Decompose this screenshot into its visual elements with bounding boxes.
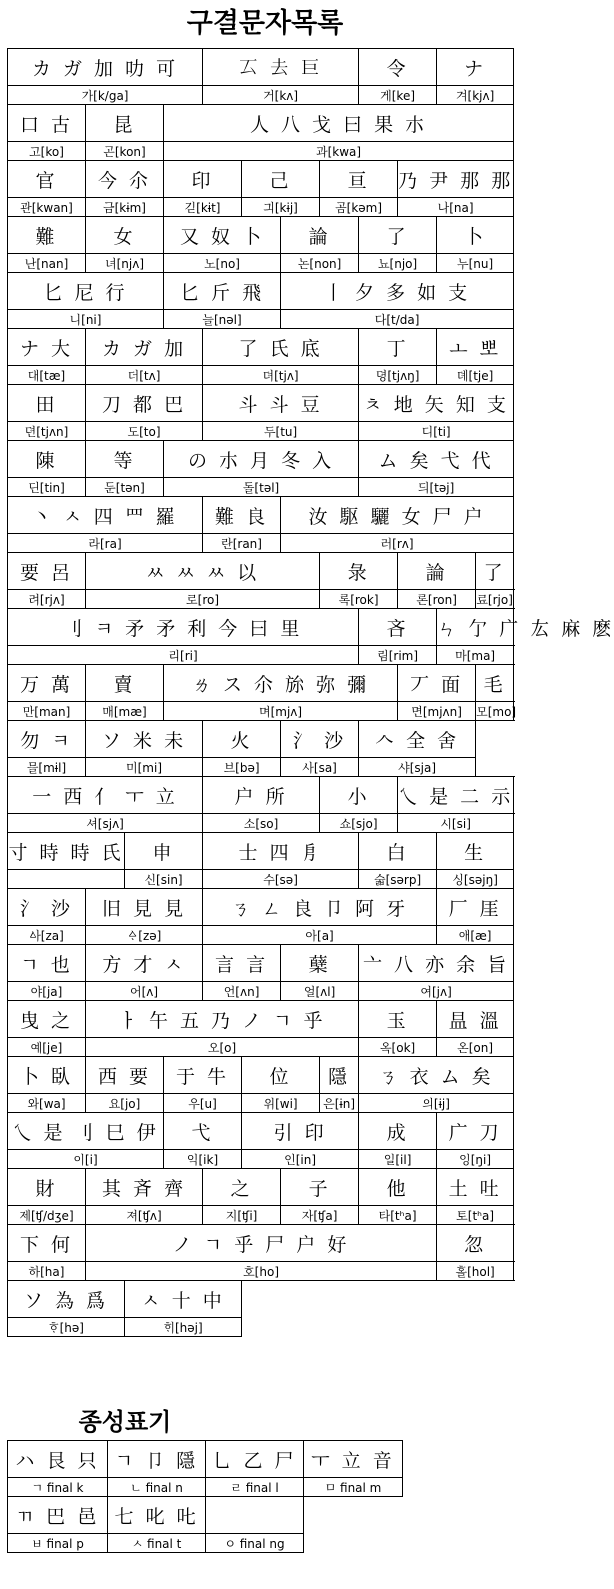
final-table-body: [8, 1441, 403, 1553]
reading-cell: 얼[ʌl]: [281, 982, 359, 1001]
glyph-cell: 丆 面: [398, 665, 476, 702]
glyph-cell: 其 斉 齊: [86, 1169, 203, 1206]
reading-cell: 거[kʌ]: [203, 86, 359, 105]
glyph-row: [8, 777, 514, 814]
glyph-row: [8, 497, 514, 534]
gugyeol-character-table: [7, 48, 614, 1337]
reading-cell: 뎨[tje]: [437, 366, 514, 385]
final-glyph-cell: ㄱ 卩 隱: [108, 1441, 206, 1478]
glyph-cell: ㅊ 地 矢 知 支: [359, 385, 514, 422]
glyph-cell: 万 萬: [8, 665, 86, 702]
reading-cell: ᅀᆞ[zə]: [86, 926, 203, 945]
glyph-cell: ソ 為 爲: [8, 1281, 125, 1318]
reading-cell: 제[ʧ/dʒe]: [8, 1206, 86, 1225]
reading-cell: 와[wa]: [8, 1094, 86, 1113]
reading-row: [8, 142, 514, 161]
reading-cell: 타[tʰa]: [359, 1206, 437, 1225]
glyph-cell: 了: [476, 553, 514, 590]
reading-cell: 림[rim]: [359, 646, 437, 665]
reading-cell: 뇨[njo]: [359, 254, 437, 273]
glyph-row: [8, 1169, 514, 1206]
glyph-cell: 𠫔 去 巨: [203, 49, 359, 86]
reading-cell: 논[non]: [281, 254, 359, 273]
reading-cell: 나[na]: [398, 198, 514, 217]
reading-cell: 고[ko]: [8, 142, 86, 161]
glyph-cell: 己: [242, 161, 320, 198]
reading-cell: 은[ɨn]: [320, 1094, 359, 1113]
glyph-cell: 旧 見 見: [86, 889, 203, 926]
reading-cell: 려[rjʌ]: [8, 590, 86, 609]
glyph-row: [8, 105, 514, 142]
reading-cell: 모[mo]: [476, 702, 514, 721]
reading-cell: 호[ho]: [86, 1262, 437, 1281]
glyph-cell: ㄣ 亇 广 厷 麻 麽: [437, 609, 514, 646]
reading-cell: 오[o]: [86, 1038, 359, 1057]
reading-cell: [8, 870, 125, 889]
glyph-row: [8, 1281, 514, 1318]
glyph-cell: 財: [8, 1169, 86, 1206]
reading-cell: 우[u]: [164, 1094, 242, 1113]
glyph-cell: カ ガ 加: [86, 329, 203, 366]
final-consonant-table: [7, 1440, 403, 1553]
glyph-cell: 一 西 亻 ㅜ 立: [8, 777, 203, 814]
glyph-cell: 寸 時 時 氏: [8, 833, 125, 870]
reading-cell: 홀[hol]: [437, 1262, 514, 1281]
reading-cell: 러[rʌ]: [281, 534, 514, 553]
final-reading-row: [8, 1534, 403, 1553]
reading-row: [8, 1094, 514, 1113]
reading-cell: 디[ti]: [359, 422, 514, 441]
glyph-cell: 广 刀: [437, 1113, 514, 1150]
final-glyph-row: [8, 1497, 403, 1534]
reading-cell: 게[ke]: [359, 86, 437, 105]
reading-row: [8, 1038, 514, 1057]
glyph-cell: 卜: [437, 217, 514, 254]
glyph-row: [8, 1001, 514, 1038]
reading-cell: 익[ik]: [164, 1150, 242, 1169]
glyph-cell: 卜 臥: [8, 1057, 86, 1094]
glyph-cell: 忽: [437, 1225, 514, 1262]
reading-row: [8, 422, 514, 441]
glyph-row: [8, 217, 514, 254]
glyph-cell: 昷 溫: [437, 1001, 514, 1038]
glyph-row: [8, 721, 514, 758]
glyph-cell: 成: [359, 1113, 437, 1150]
reading-cell: 마[ma]: [437, 646, 514, 665]
glyph-row: [8, 273, 514, 310]
glyph-cell: 隱: [320, 1057, 359, 1094]
glyph-cell: 土 吐: [437, 1169, 514, 1206]
glyph-cell: 氵 沙: [8, 889, 86, 926]
glyph-cell: 下 何: [8, 1225, 86, 1262]
reading-cell: 겨[kjʌ]: [437, 86, 514, 105]
final-glyph-cell: ㄲ 巴 邑: [8, 1497, 108, 1534]
glyph-cell: 匕 斤 飛: [164, 273, 281, 310]
reading-row: [8, 926, 514, 945]
reading-cell: 어[ʌ]: [86, 982, 203, 1001]
final-glyph-cell: ㅜ 立 音: [304, 1441, 403, 1478]
reading-cell: 옥[ok]: [359, 1038, 437, 1057]
reading-cell: [242, 1318, 514, 1337]
glyph-cell: 申: [125, 833, 203, 870]
glyph-cell: ナ 大: [8, 329, 86, 366]
glyph-cell: 亠 八 亦 余 旨: [359, 945, 514, 982]
glyph-cell: 乀 是 刂 巳 伊: [8, 1113, 164, 1150]
reading-cell: 사[sa]: [281, 758, 359, 777]
reading-cell: 과[kwa]: [164, 142, 514, 161]
reading-cell: 하[ha]: [8, 1262, 86, 1281]
glyph-row: [8, 49, 514, 86]
glyph-cell: 子: [281, 1169, 359, 1206]
glyph-cell: 口 古: [8, 105, 86, 142]
glyph-cell: ㅅ 十 中: [125, 1281, 242, 1318]
final-glyph-row: [8, 1441, 403, 1478]
final-label-cell: ㅇ final ng: [206, 1534, 304, 1553]
glyph-cell: 乃 尹 那 那: [398, 161, 514, 198]
reading-cell: 노[no]: [164, 254, 281, 273]
reading-cell: 싱[səjŋ]: [437, 870, 514, 889]
glyph-cell: 引 印: [242, 1113, 359, 1150]
reading-cell: 신[sin]: [125, 870, 203, 889]
reading-row: [8, 1206, 514, 1225]
reading-cell: 늘[nəl]: [164, 310, 281, 329]
reading-cell: 자[ʧa]: [281, 1206, 359, 1225]
glyph-cell: 匕 尼 行: [8, 273, 164, 310]
glyph-cell: 印: [164, 161, 242, 198]
reading-row: [8, 646, 514, 665]
reading-cell: 의[ɨj]: [359, 1094, 514, 1113]
reading-cell: ᄒᆡ[həj]: [125, 1318, 242, 1337]
glyph-cell: 田: [8, 385, 86, 422]
glyph-cell: 丁: [359, 329, 437, 366]
glyph-cell: 女: [86, 217, 164, 254]
reading-cell: 브[bə]: [203, 758, 281, 777]
reading-cell: 셔[sjʌ]: [8, 814, 203, 833]
reading-cell: 아[a]: [203, 926, 437, 945]
reading-row: [8, 198, 514, 217]
glyph-cell: 蘖: [281, 945, 359, 982]
reading-cell: 애[æ]: [437, 926, 514, 945]
glyph-cell: 刂 ㅋ 矛 矛 利 今 曰 里: [8, 609, 359, 646]
gugyeol-table-body: [8, 49, 614, 1337]
reading-cell: ᅀᅡ[za]: [8, 926, 86, 945]
final-label-cell: ㅅ final t: [108, 1534, 206, 1553]
glyph-cell: の 朩 月 冬 入: [164, 441, 359, 478]
glyph-cell: 令: [359, 49, 437, 86]
reading-cell: 샤[sja]: [359, 758, 476, 777]
glyph-cell: ㄌ ス 尒 旀 弥 彌: [164, 665, 398, 702]
glyph-cell: 位: [242, 1057, 320, 1094]
glyph-cell: カ ガ 加 叻 可: [8, 49, 203, 86]
glyph-cell: 難 良: [203, 497, 281, 534]
reading-cell: 만[man]: [8, 702, 86, 721]
reading-cell: 란[ran]: [203, 534, 281, 553]
reading-cell: 요[jo]: [86, 1094, 164, 1113]
glyph-row: [8, 1225, 514, 1262]
reading-cell: 더[tʌ]: [86, 366, 203, 385]
glyph-cell: 生: [437, 833, 514, 870]
glyph-cell: 方 才 ㅅ: [86, 945, 203, 982]
glyph-cell: 賣: [86, 665, 164, 702]
reading-cell: 관[kwan]: [8, 198, 86, 217]
glyph-cell: 𠆢 全 舍: [359, 721, 476, 758]
glyph-cell: 乀 是 二 示: [398, 777, 514, 814]
reading-cell: 도[to]: [86, 422, 203, 441]
reading-cell: 면[mjʌn]: [398, 702, 476, 721]
reading-cell: 록[rok]: [320, 590, 398, 609]
reading-cell: 토[tʰa]: [437, 1206, 514, 1225]
reading-cell: 곰[kəm]: [320, 198, 398, 217]
glyph-cell: ㅗ 뽀: [437, 329, 514, 366]
final-label-cell: ㅂ final p: [8, 1534, 108, 1553]
final-consonant-title: 종성표기: [78, 1408, 172, 1436]
reading-cell: 뎌[tjʌ]: [203, 366, 359, 385]
reading-cell: 미[mi]: [86, 758, 203, 777]
glyph-row: [8, 441, 514, 478]
reading-cell: 숣[sərp]: [359, 870, 437, 889]
glyph-cell: 等: [86, 441, 164, 478]
reading-cell: 대[tæ]: [8, 366, 86, 385]
glyph-row: [8, 665, 514, 702]
glyph-row: [8, 609, 514, 646]
reading-cell: 둔[tən]: [86, 478, 164, 497]
final-label-cell: ㄹ final l: [206, 1478, 304, 1497]
glyph-cell: 他: [359, 1169, 437, 1206]
glyph-cell: 吝: [359, 609, 437, 646]
reading-cell: 금[kɨm]: [86, 198, 164, 217]
glyph-cell: 又 奴 卜: [164, 217, 281, 254]
glyph-cell: 今 尒: [86, 161, 164, 198]
reading-cell: 녀[njʌ]: [86, 254, 164, 273]
reading-row: [8, 590, 514, 609]
glyph-cell: 勿 ㅋ: [8, 721, 86, 758]
glyph-cell: ソ 米 未: [86, 721, 203, 758]
reading-cell: 누[nu]: [437, 254, 514, 273]
page-title: 구결문자목록: [186, 8, 344, 39]
reading-cell: 딘[tin]: [8, 478, 86, 497]
glyph-cell: ㄋ ㄥ 良 卩 阿 牙: [203, 889, 437, 926]
reading-row: [8, 758, 514, 777]
glyph-row: [8, 385, 514, 422]
glyph-cell: [242, 1281, 514, 1318]
glyph-cell: 小: [320, 777, 398, 814]
glyph-cell: 火: [203, 721, 281, 758]
final-label-cell: ㄴ final n: [108, 1478, 206, 1497]
reading-cell: 위[wi]: [242, 1094, 320, 1113]
reading-cell: 긷[kɨt]: [164, 198, 242, 217]
reading-cell: 듸[təj]: [359, 478, 514, 497]
reading-cell: 난[nan]: [8, 254, 86, 273]
reading-cell: 료[rjo]: [476, 590, 514, 609]
reading-cell: 언[ʌn]: [203, 982, 281, 1001]
glyph-cell: ㄱ 也: [8, 945, 86, 982]
glyph-cell: ム 矣 弋 代: [359, 441, 514, 478]
glyph-cell: 要 呂: [8, 553, 86, 590]
final-glyph-cell: 乚 乙 尸: [206, 1441, 304, 1478]
reading-cell: 소[so]: [203, 814, 320, 833]
reading-cell: 이[i]: [8, 1150, 164, 1169]
reading-row: [8, 254, 514, 273]
glyph-row: [8, 1057, 514, 1094]
reading-cell: 지[ʧi]: [203, 1206, 281, 1225]
reading-cell: 돌[təl]: [164, 478, 359, 497]
glyph-cell: 亘: [320, 161, 398, 198]
glyph-cell: 丨 夕 多 如 支: [281, 273, 514, 310]
reading-cell: 온[on]: [437, 1038, 514, 1057]
reading-cell: 라[ra]: [8, 534, 203, 553]
reading-cell: 뎐[tjʌn]: [8, 422, 86, 441]
reading-cell: 믈[mɨl]: [8, 758, 86, 777]
glyph-row: [8, 889, 514, 926]
reading-cell: 로[ro]: [86, 590, 320, 609]
glyph-cell: 之: [203, 1169, 281, 1206]
reading-cell: 뎡[tjʌŋ]: [359, 366, 437, 385]
glyph-cell: 昆: [86, 105, 164, 142]
glyph-cell: 玉: [359, 1001, 437, 1038]
reading-row: [8, 478, 514, 497]
glyph-cell: 毛: [476, 665, 514, 702]
final-glyph-cell: ハ 艮 只: [8, 1441, 108, 1478]
glyph-cell: 户 所: [203, 777, 320, 814]
glyph-cell: 士 四 㐆: [203, 833, 359, 870]
final-glyph-cell: 七 叱 𠮟: [108, 1497, 206, 1534]
glyph-row: [8, 161, 514, 198]
reading-row: [8, 814, 514, 833]
reading-row: [8, 310, 514, 329]
reading-row: [8, 366, 514, 385]
reading-row: [8, 982, 514, 1001]
glyph-cell: 刀 都 巴: [86, 385, 203, 422]
reading-cell: 수[sə]: [203, 870, 359, 889]
glyph-cell: ㅏ 午 五 乃 ノ ㄱ 乎: [86, 1001, 359, 1038]
reading-row: [8, 1262, 514, 1281]
reading-row: [8, 1150, 514, 1169]
final-glyph-cell: [206, 1497, 304, 1534]
glyph-cell: 丶 ㅅ 四 罒 羅: [8, 497, 203, 534]
reading-cell: 여[jʌ]: [359, 982, 514, 1001]
final-label-cell: ㄱ final k: [8, 1478, 108, 1497]
glyph-cell: 官: [8, 161, 86, 198]
reading-cell: 론[ron]: [398, 590, 476, 609]
glyph-cell: 難: [8, 217, 86, 254]
glyph-cell: 曳 之: [8, 1001, 86, 1038]
glyph-cell: 言 言: [203, 945, 281, 982]
final-reading-row: [8, 1478, 403, 1497]
reading-cell: 다[t/da]: [281, 310, 514, 329]
reading-cell: 긔[kɨj]: [242, 198, 320, 217]
reading-cell: 곤[kon]: [86, 142, 164, 161]
reading-row: [8, 86, 514, 105]
reading-cell: 가[k/ga]: [8, 86, 203, 105]
glyph-cell: 于 牛: [164, 1057, 242, 1094]
glyph-cell: 彔: [320, 553, 398, 590]
reading-cell: 예[je]: [8, 1038, 86, 1057]
glyph-row: [8, 1113, 514, 1150]
glyph-cell: 人 八 戈 曰 果 朩: [164, 105, 514, 142]
glyph-cell: 了: [359, 217, 437, 254]
reading-row: [8, 1318, 514, 1337]
reading-cell: 인[in]: [242, 1150, 359, 1169]
glyph-cell: 陳: [8, 441, 86, 478]
glyph-cell: 汝 駆 驪 女 尸 户: [281, 497, 514, 534]
glyph-cell: 弋: [164, 1113, 242, 1150]
reading-row: [8, 870, 514, 889]
reading-row: [8, 702, 514, 721]
glyph-cell: 厂 厓: [437, 889, 514, 926]
reading-cell: 니[ni]: [8, 310, 164, 329]
reading-cell: 쇼[sjo]: [320, 814, 398, 833]
glyph-row: [8, 945, 514, 982]
reading-cell: 져[ʧʌ]: [86, 1206, 203, 1225]
final-label-cell: ㅁ final m: [304, 1478, 403, 1497]
glyph-row: [8, 329, 514, 366]
reading-cell: 잉[ŋi]: [437, 1150, 514, 1169]
glyph-cell: ㄋ 衣 ム 矣: [359, 1057, 514, 1094]
reading-cell: 두[tu]: [203, 422, 359, 441]
glyph-cell: 論: [398, 553, 476, 590]
reading-cell: ᄒᆞ[hə]: [8, 1318, 125, 1337]
glyph-row: [8, 833, 514, 870]
glyph-cell: 氵 沙: [281, 721, 359, 758]
reading-cell: 리[ri]: [8, 646, 359, 665]
glyph-cell: 斗 斗 豆: [203, 385, 359, 422]
glyph-cell: ノ ㄱ 乎 尸 户 好: [86, 1225, 437, 1262]
glyph-cell: 西 要: [86, 1057, 164, 1094]
glyph-cell: 論: [281, 217, 359, 254]
glyph-cell: ㅆ ㅆ ㅆ 以: [86, 553, 320, 590]
reading-row: [8, 534, 514, 553]
reading-cell: 야[ja]: [8, 982, 86, 1001]
glyph-row: [8, 553, 514, 590]
glyph-cell: 了 氏 底: [203, 329, 359, 366]
reading-cell: 매[mæ]: [86, 702, 164, 721]
reading-cell: 일[il]: [359, 1150, 437, 1169]
glyph-cell: 白: [359, 833, 437, 870]
reading-cell: 시[si]: [398, 814, 514, 833]
glyph-cell: ナ: [437, 49, 514, 86]
reading-cell: 며[mjʌ]: [164, 702, 398, 721]
